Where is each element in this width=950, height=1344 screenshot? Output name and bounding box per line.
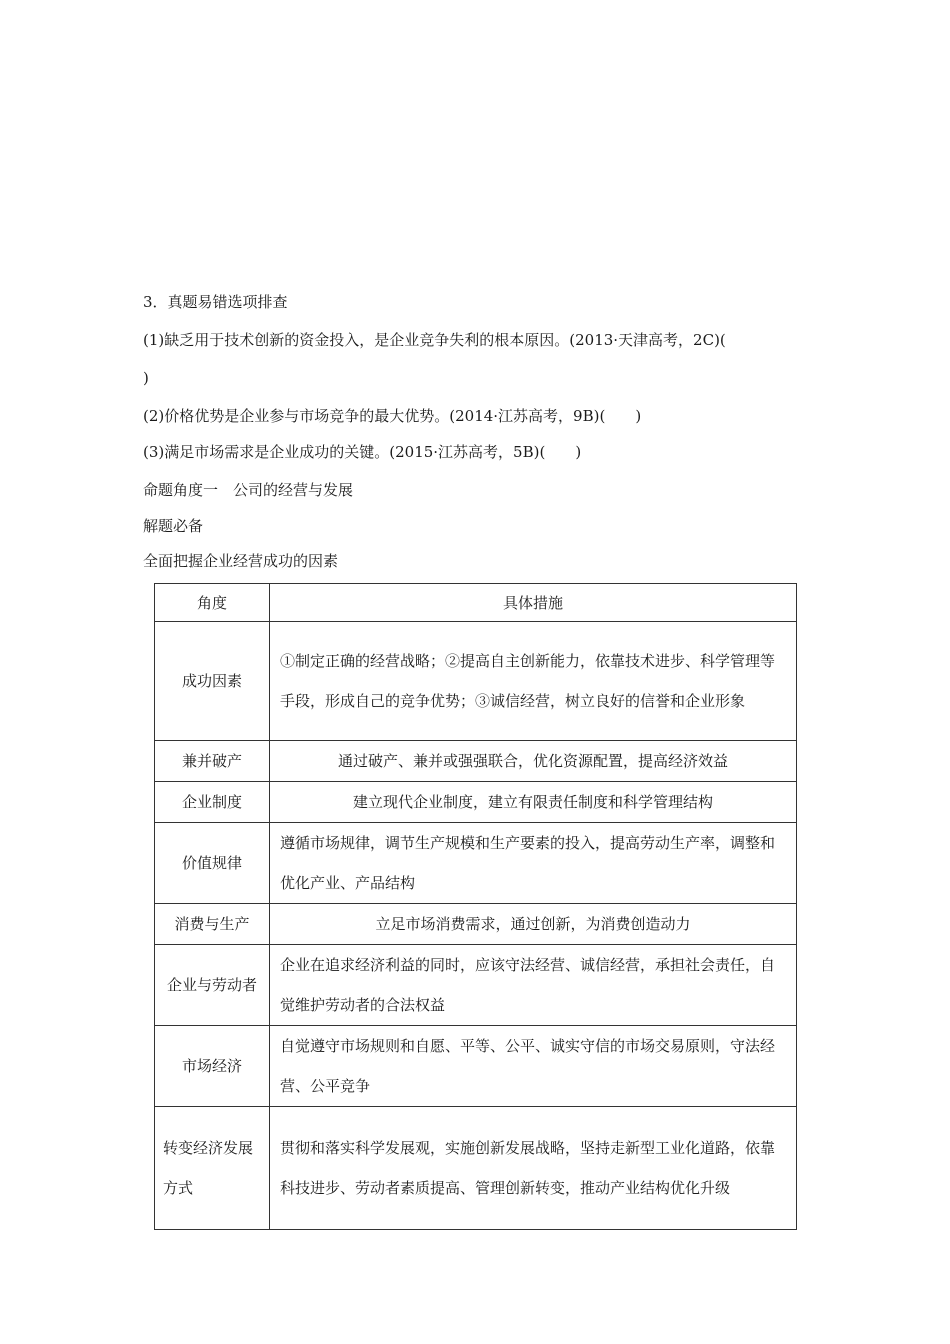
table-row (155, 1107, 797, 1230)
row-angle: 转变经济发展方式 (155, 1107, 270, 1230)
table-header-row (155, 584, 797, 622)
row-measure: 通过破产、兼并或强强联合，优化资源配置，提高经济效益 (270, 741, 797, 782)
row-angle: 兼并破产 (155, 741, 270, 782)
row-measure: 遵循市场规律，调节生产规模和生产要素的投入，提高劳动生产率，调整和优化产业、产品结构 (270, 823, 797, 904)
header-measure: 具体措施 (270, 584, 797, 622)
success-factors-table (154, 583, 797, 1230)
question-item-1-continuation: ) (143, 369, 149, 387)
table-row (155, 945, 797, 1026)
row-angle: 市场经济 (155, 1026, 270, 1107)
table-row (155, 1026, 797, 1107)
table-row (155, 904, 797, 945)
angle-title: 命题角度一 公司的经营与发展 (143, 481, 354, 499)
question-item-2: (2)价格优势是企业参与市场竞争的最大优势。(2014·江苏高考，9B)( ) (143, 407, 642, 425)
question-item-3: (3)满足市场需求是企业成功的关键。(2015·江苏高考，5B)( ) (143, 443, 582, 461)
subheading: 解题必备 (143, 517, 204, 535)
row-angle: 企业与劳动者 (155, 945, 270, 1026)
row-angle: 消费与生产 (155, 904, 270, 945)
row-measure: 贯彻和落实科学发展观，实施创新发展战略，坚持走新型工业化道路，依靠科技进步、劳动者素质提高、管理创新转变，推动产业结构优化升级 (270, 1107, 797, 1230)
row-measure: 企业在追求经济利益的同时，应该守法经营、诚信经营，承担社会责任，自觉维护劳动者的合法权益 (270, 945, 797, 1026)
row-measure: 立足市场消费需求，通过创新，为消费创造动力 (270, 904, 797, 945)
row-measure: 自觉遵守市场规则和自愿、平等、公平、诚实守信的市场交易原则，守法经营、公平竞争 (270, 1026, 797, 1107)
table-row (155, 782, 797, 823)
table-caption: 全面把握企业经营成功的因素 (143, 552, 339, 570)
table-row (155, 622, 797, 741)
row-angle: 成功因素 (155, 622, 270, 741)
row-angle: 价值规律 (155, 823, 270, 904)
question-item-1: (1)缺乏用于技术创新的资金投入，是企业竞争失利的根本原因。(2013·天津高考，2C)( (143, 331, 726, 349)
row-measure: ①制定正确的经营战略；②提高自主创新能力，依靠技术进步、科学管理等手段，形成自己的竞争优势；③诚信经营，树立良好的信誉和企业形象 (270, 622, 797, 741)
section-heading: 3．真题易错选项排查 (143, 293, 288, 311)
row-angle: 企业制度 (155, 782, 270, 823)
table-row (155, 741, 797, 782)
table-row (155, 823, 797, 904)
row-measure: 建立现代企业制度，建立有限责任制度和科学管理结构 (270, 782, 797, 823)
header-angle: 角度 (155, 584, 270, 622)
